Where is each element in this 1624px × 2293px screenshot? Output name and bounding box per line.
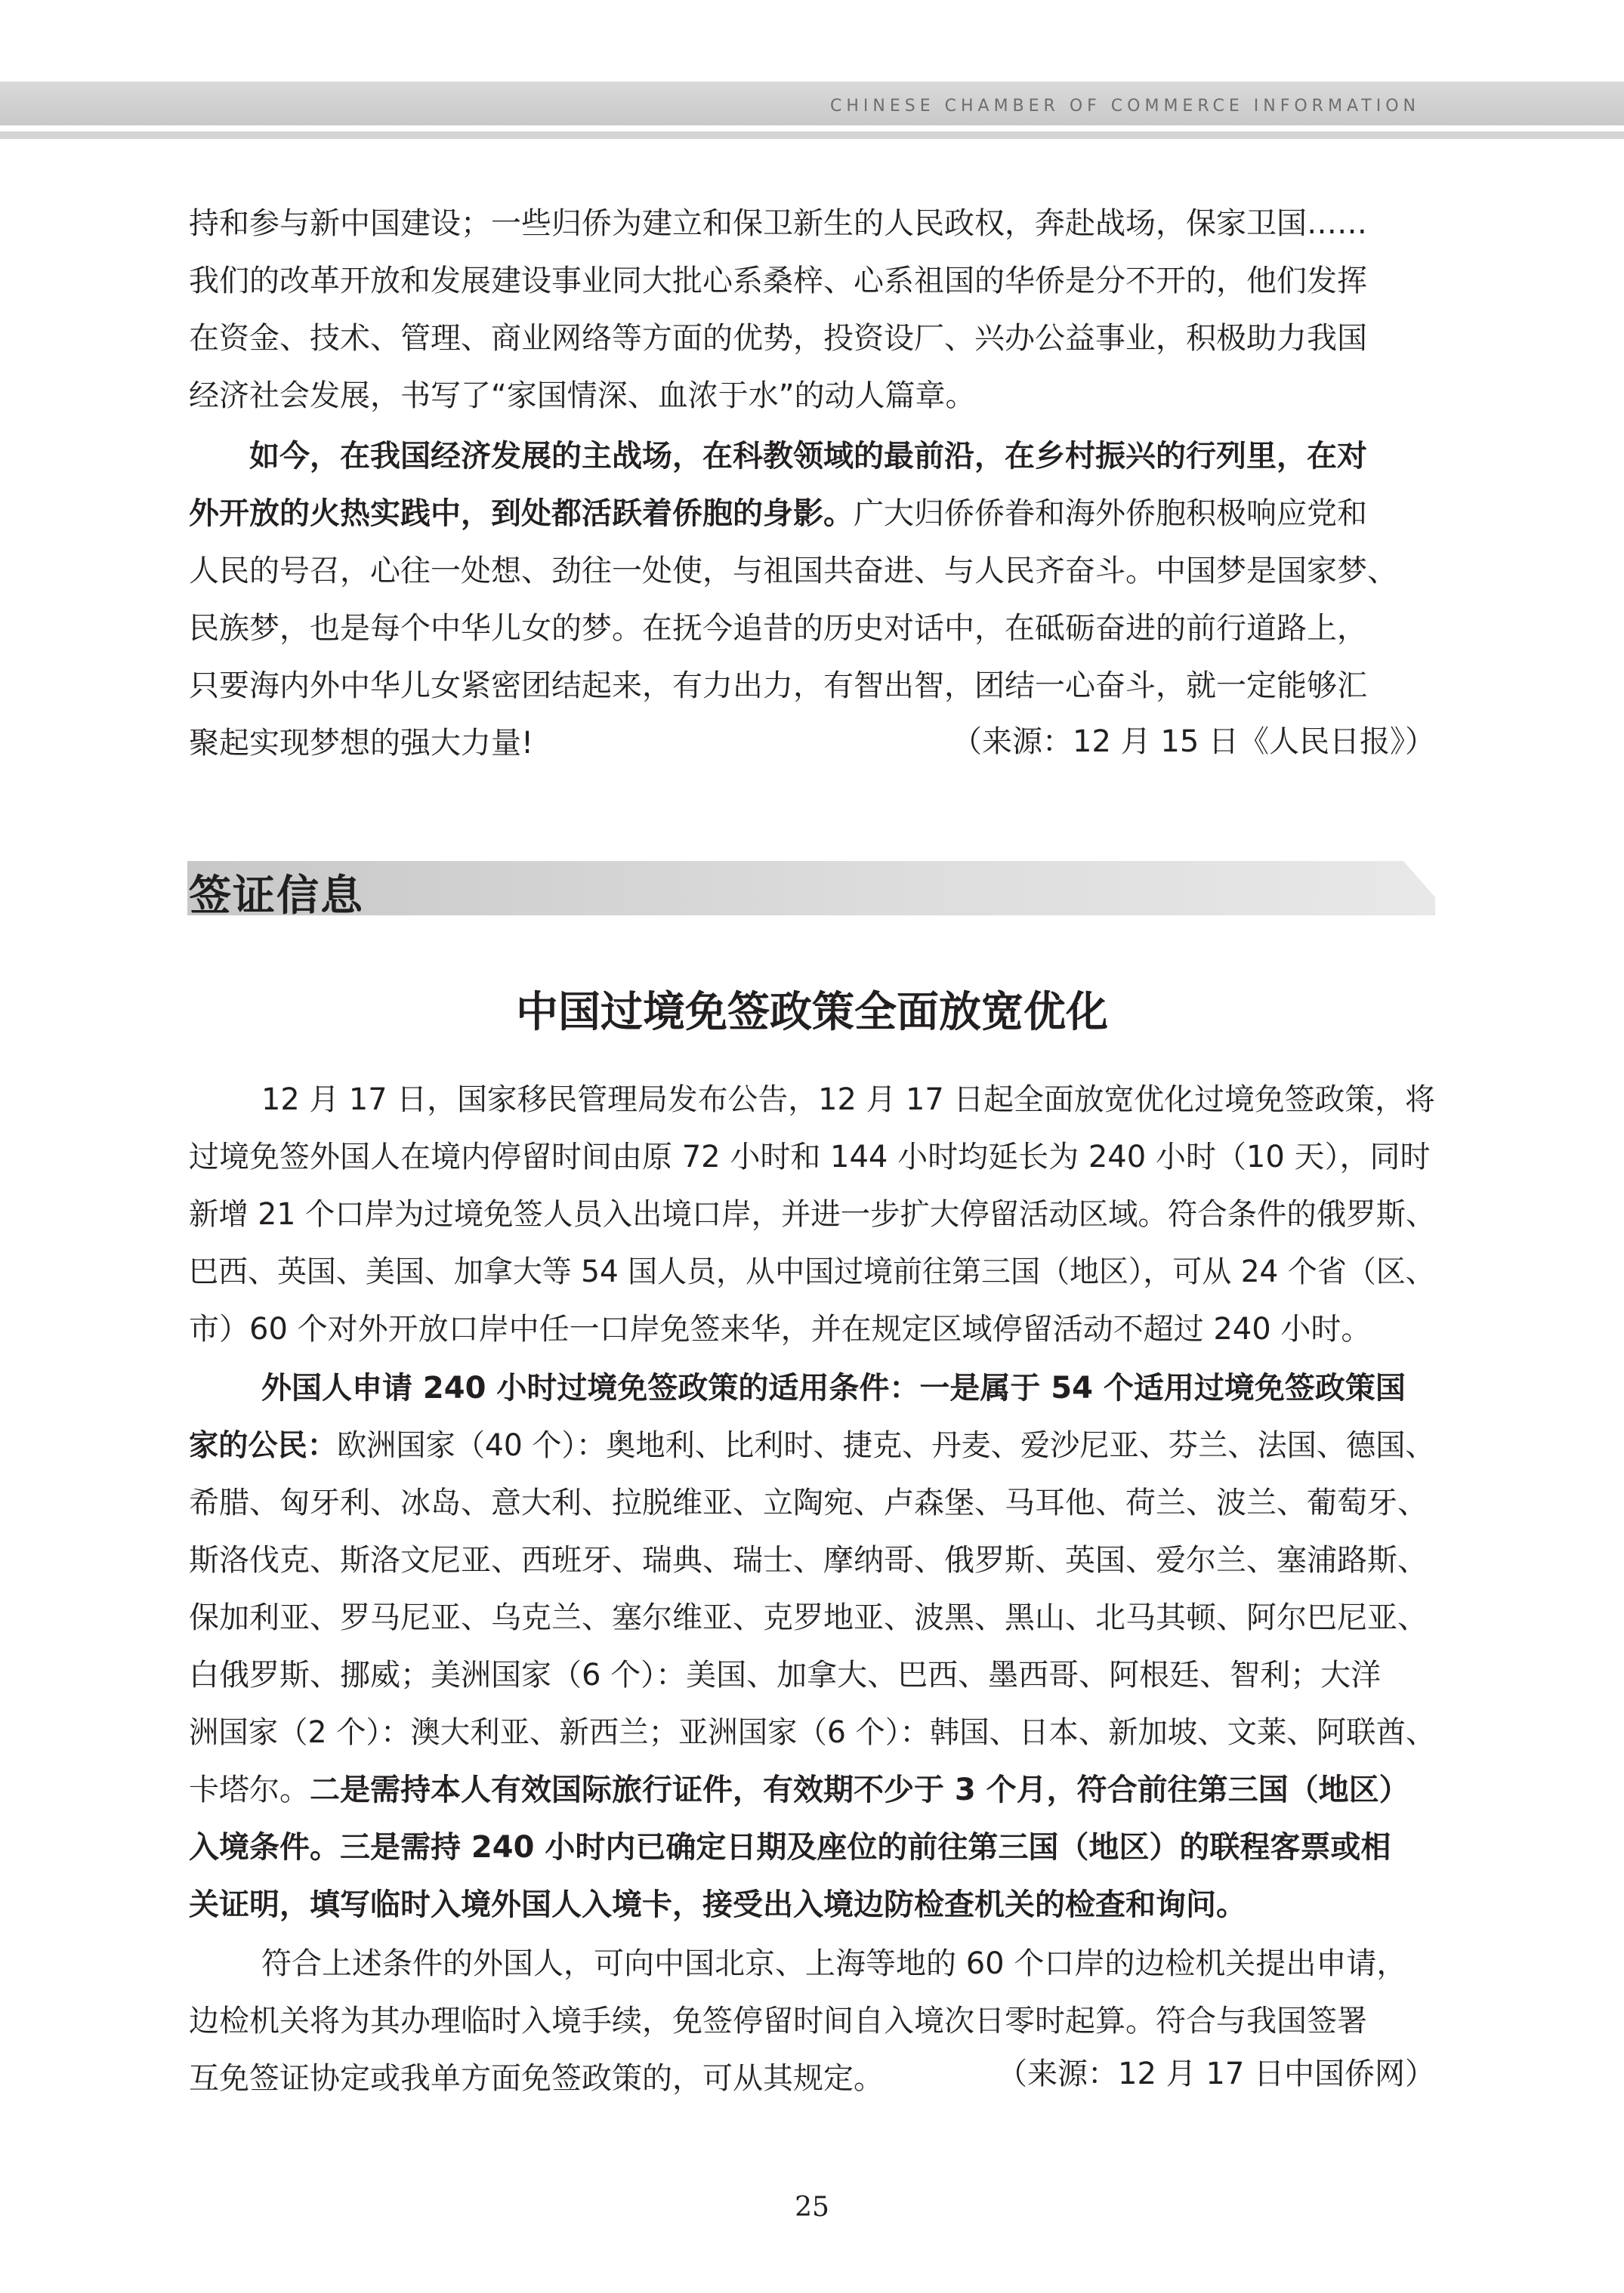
section-banner-background: [187, 861, 1435, 915]
text-line: 边检机关将为其办理临时入境手续，免签停留时间自入境次日零时起算。符合与我国签署: [189, 2004, 1367, 2038]
text-line: 市）60 个对外开放口岸中任一口岸免签来华，并在规定区域停留活动不超过 240 小时。: [189, 1312, 1372, 1347]
text-line: 保加利亚、罗马尼亚、乌克兰、塞尔维亚、克罗地亚、波黑、黑山、北马其顿、阿尔巴尼亚、: [189, 1600, 1428, 1635]
bold-text: 外开放的火热实践中，到处都活跃着侨胞的身影。: [189, 496, 854, 531]
text-line: 过境免签外国人在境内停留时间由原 72 小时和 144 小时均延长为 240 小时（10 天），同时: [189, 1140, 1431, 1174]
text-line: 12 月 17 日，国家移民管理局发布公告，12 月 17 日起全面放宽优化过境免签政策，将: [261, 1082, 1435, 1117]
text-line: 入境条件。三是需持 240 小时内已确定日期及座位的前往第三国（地区）的联程客票或相: [189, 1830, 1391, 1865]
text-line: 白俄罗斯、挪威；美洲国家（6 个）：美国、加拿大、巴西、墨西哥、阿根廷、智利；大洋: [189, 1658, 1382, 1693]
plain-text: 广大归侨侨眷和海外侨胞积极响应党和: [854, 496, 1367, 531]
prev-article-paragraph-1: [189, 195, 1435, 424]
text-line: 经济社会发展，书写了“家国情深、血浓于水”的动人篇章。: [189, 378, 976, 413]
header-rule: [0, 131, 1624, 139]
prev-article-source: （来源：12 月 15 日《人民日报》）: [952, 724, 1435, 759]
running-title: CHINESE CHAMBER OF COMMERCE INFORMATION: [830, 97, 1420, 116]
text-line: 如今，在我国经济发展的主战场，在科教领域的最前沿，在乡村振兴的行列里，在对: [249, 439, 1367, 474]
text-line: 洲国家（2 个）：澳大利亚、新西兰；亚洲国家（6 个）：韩国、日本、新加坡、文莱、阿联酋、: [189, 1715, 1436, 1750]
text-line: 关证明，填写临时入境外国人入境卡，接受出入境边防检查机关的检查和询问。: [189, 1887, 1246, 1922]
article-paragraph-2: [189, 1359, 1435, 1933]
text-line: 新增 21 个口岸为过境免签人员入出境口岸，并进一步扩大停留活动区域。符合条件的俄罗斯、: [189, 1197, 1436, 1232]
page-number: 25: [795, 2192, 829, 2223]
section-title: 签证信息: [189, 871, 364, 921]
text-line: 持和参与新中国建设；一些归侨为建立和保卫新生的人民政权，奔赴战场，保家卫国……: [189, 206, 1367, 241]
text-line: [189, 485, 1435, 542]
article-title: 中国过境免签政策全面放宽优化: [516, 988, 1108, 1037]
section-banner: [187, 861, 1435, 921]
text-line: 聚起实现梦想的强大力量!: [189, 726, 534, 761]
bold-text: 家的公民：: [189, 1428, 337, 1463]
text-line: 符合上述条件的外国人，可向中国北京、上海等地的 60 个口岸的边检机关提出申请，: [261, 1946, 1407, 1981]
text-line: [189, 1761, 1435, 1819]
bold-text: 二是需持本人有效国际旅行证件，有效期不少于 3 个月，符合前往第三国（地区）: [310, 1773, 1409, 1807]
text-line: 巴西、英国、美国、加拿大等 54 国人员，从中国过境前往第三国（地区），可从 24 个省（区、: [189, 1255, 1435, 1289]
text-line: 人民的号召，心往一处想、劲往一处使，与祖国共奋进、与人民齐奋斗。中国梦是国家梦、: [189, 554, 1397, 588]
article-paragraph-1: [189, 1071, 1435, 1358]
plain-text: 欧洲国家（40 个）：奥地利、比利时、捷克、丹麦、爱沙尼亚、芬兰、法国、德国、: [336, 1428, 1435, 1463]
text-line: [189, 1417, 1435, 1474]
text-line: 互免签证协定或我单方面免签政策的，可从其规定。: [189, 2061, 884, 2096]
text-line: 我们的改革开放和发展建设事业同大批心系桑梓、心系祖国的华侨是分不开的，他们发挥: [189, 264, 1367, 298]
text-line: 希腊、匈牙利、冰岛、意大利、拉脱维亚、立陶宛、卢森堡、马耳他、荷兰、波兰、葡萄牙、: [189, 1486, 1428, 1520]
article-source: （来源：12 月 17 日中国侨网）: [997, 2057, 1435, 2091]
text-line: 外国人申请 240 小时过境免签政策的适用条件：一是属于 54 个适用过境免签政策国: [261, 1371, 1406, 1406]
text-line: 只要海内外中华儿女紧密团结起来，有力出力，有智出智，团结一心奋斗，就一定能够汇: [189, 668, 1367, 703]
text-line: 斯洛伐克、斯洛文尼亚、西班牙、瑞典、瑞士、摩纳哥、俄罗斯、英国、爱尔兰、塞浦路斯、: [189, 1543, 1428, 1578]
text-line: 民族梦，也是每个中华儿女的梦。在抚今追昔的历史对话中，在砥砺奋进的前行道路上，: [189, 611, 1367, 646]
text-line: 在资金、技术、管理、商业网络等方面的优势，投资设厂、兴办公益事业，积极助力我国: [189, 321, 1367, 356]
plain-text: 卡塔尔。: [189, 1773, 310, 1807]
